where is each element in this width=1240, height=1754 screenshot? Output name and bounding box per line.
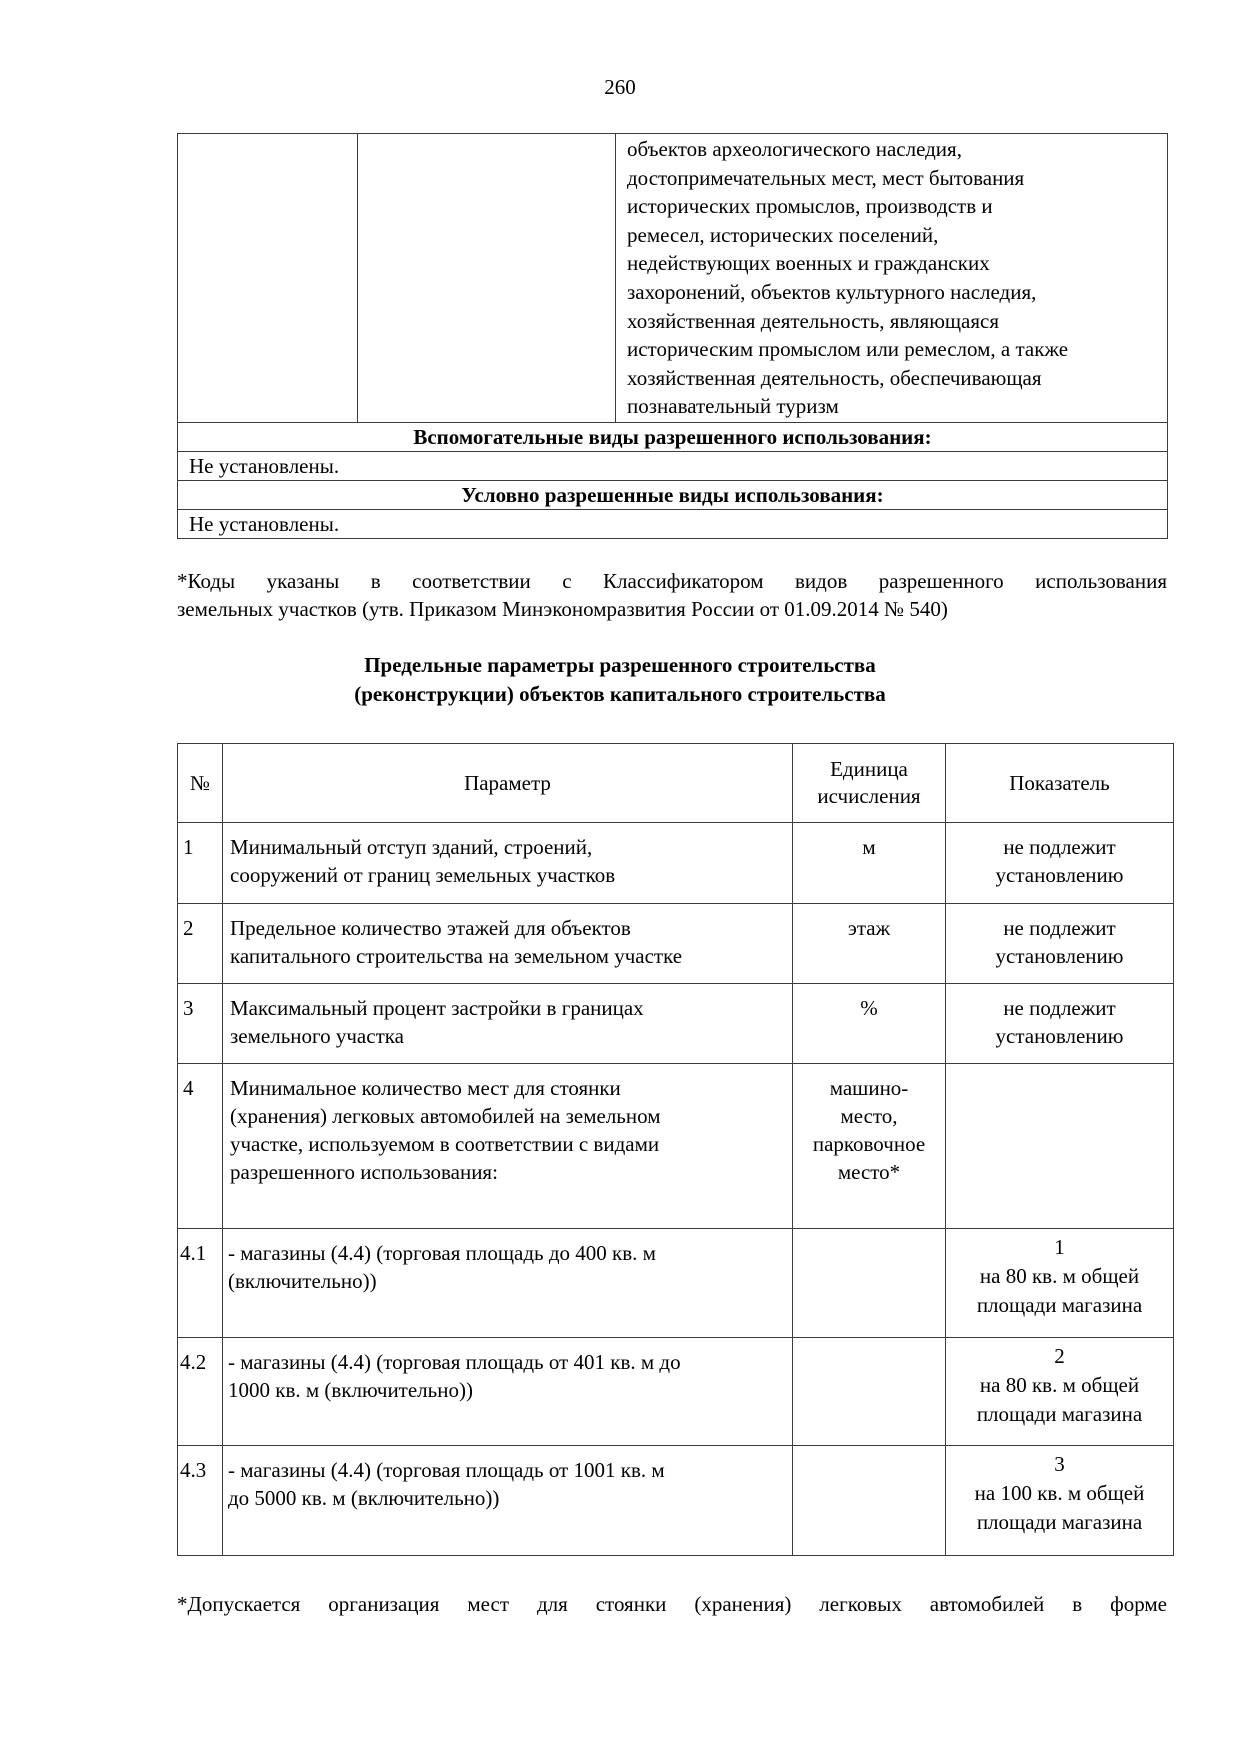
value-line: установлению: [995, 944, 1124, 968]
codes-footnote-line: земельных участков (утв. Приказом Минэкономразвития России от 01.09.2014 № 540): [177, 597, 948, 621]
conditional-uses-heading: Условно разрешенные виды использования:: [178, 481, 1168, 510]
row-unit: [793, 904, 946, 984]
param-line: (включительно)): [228, 1269, 377, 1293]
use-type-cell: [358, 134, 616, 423]
param-line: Максимальный процент застройки в границах: [230, 996, 644, 1020]
description-line: историческим промыслом или ремеслом, а также: [627, 337, 1069, 362]
description-line: познавательный туризм: [627, 394, 839, 419]
table-row: [178, 1446, 1174, 1556]
row-num: 4.2: [178, 1338, 223, 1446]
codes-footnote: [177, 567, 1167, 623]
auxiliary-uses-heading: Вспомогательные виды разрешенного использования:: [178, 423, 1168, 452]
row-num: 4: [178, 1064, 223, 1229]
auxiliary-uses-value: Не установлены.: [178, 452, 1168, 481]
table-row: [178, 823, 1174, 904]
description-line: объектов археологического наследия,: [627, 137, 962, 161]
param-line: - магазины (4.4) (торговая площадь от 401 кв. м до: [228, 1350, 681, 1374]
row-unit: [793, 1446, 946, 1556]
parking-footnote-line: *Допускается организация мест для стоянки (хранения) легковых автомобилей в форме: [177, 1592, 1167, 1616]
param-line: 1000 кв. м (включительно)): [228, 1378, 473, 1402]
construction-parameters-table: [177, 743, 1174, 1556]
value-line: не подлежит: [1003, 835, 1116, 859]
row-param: [223, 1446, 793, 1556]
unit-line: машино-: [829, 1076, 909, 1100]
value-line: 3: [1054, 1452, 1065, 1476]
row-num: 2: [178, 904, 223, 984]
row-unit: [793, 1064, 946, 1229]
table-row: [178, 984, 1174, 1064]
row-param: [223, 1064, 793, 1229]
table-header-row: [178, 744, 1174, 823]
value-line: на 100 кв. м общей: [974, 1481, 1145, 1505]
value-line: установлению: [995, 1024, 1124, 1048]
row-param: [223, 823, 793, 904]
row-unit: [793, 823, 946, 904]
row-num: 3: [178, 984, 223, 1064]
param-line: (хранения) легковых автомобилей на земельном: [230, 1104, 661, 1128]
table-row: [178, 1064, 1174, 1229]
description-line: достопримечательных мест, мест бытования: [627, 165, 1025, 190]
param-line: разрешенного использования:: [230, 1160, 498, 1184]
row-unit: [793, 1229, 946, 1338]
table-row: [178, 423, 1168, 452]
value-line: на 80 кв. м общей: [979, 1373, 1140, 1397]
table-row: [178, 1338, 1174, 1446]
row-value: [946, 1229, 1174, 1338]
row-value: [946, 1338, 1174, 1446]
heading-line: Предельные параметры разрешенного строительства: [364, 653, 876, 677]
param-line: - магазины (4.4) (торговая площадь от 1001 кв. м: [228, 1458, 665, 1482]
header-param: Параметр: [223, 744, 793, 823]
row-param: [223, 904, 793, 984]
code-cell: [178, 134, 358, 423]
value-line: не подлежит: [1003, 916, 1116, 940]
param-line: Минимальный отступ зданий, строений,: [230, 835, 593, 859]
param-line: - магазины (4.4) (торговая площадь до 400 кв. м: [228, 1241, 656, 1265]
header-value: Показатель: [946, 744, 1174, 823]
param-line: сооружений от границ земельных участков: [230, 863, 616, 887]
table-row: [178, 481, 1168, 510]
header-unit: [793, 744, 946, 823]
param-line: участке, используемом в соответствии с видами: [230, 1132, 660, 1156]
row-num: 1: [178, 823, 223, 904]
conditional-uses-value: Не установлены.: [178, 510, 1168, 539]
value-line: 2: [1054, 1344, 1065, 1368]
row-unit: [793, 1338, 946, 1446]
params-section-heading: [0, 651, 1240, 709]
row-num: 4.1: [178, 1229, 223, 1338]
description-line: захоронений, объектов культурного наследия,: [627, 279, 1037, 304]
value-line: площади магазина: [976, 1293, 1143, 1317]
unit-line: этаж: [847, 916, 891, 940]
table-row: [178, 904, 1174, 984]
value-line: площади магазина: [976, 1510, 1143, 1534]
row-value: [946, 1064, 1174, 1229]
unit-line: парковочное: [812, 1132, 926, 1156]
param-line: Предельное количество этажей для объектов: [230, 916, 631, 940]
value-line: 1: [1054, 1235, 1065, 1259]
param-line: капитального строительства на земельном участке: [230, 944, 683, 968]
row-value: [946, 984, 1174, 1064]
header-num: №: [178, 744, 223, 823]
header-unit-line: Единица: [830, 757, 908, 781]
value-line: на 80 кв. м общей: [979, 1264, 1140, 1288]
value-line: площади магазина: [976, 1402, 1143, 1426]
header-unit-line: исчисления: [817, 784, 921, 808]
value-line: не подлежит: [1003, 996, 1116, 1020]
row-unit: [793, 984, 946, 1064]
unit-line: место*: [837, 1160, 901, 1184]
table-row: [178, 1229, 1174, 1338]
description-line: исторических промыслов, производств и: [627, 194, 993, 219]
description-line: хозяйственная деятельность, обеспечивающая: [627, 365, 1042, 390]
description-cell: [616, 134, 1168, 423]
row-param: [223, 1229, 793, 1338]
value-line: установлению: [995, 863, 1124, 887]
permitted-use-table-continuation: [177, 133, 1168, 539]
table-row: [178, 510, 1168, 539]
codes-footnote-line: *Коды указаны в соответствии с Классификатором видов разрешенного использования: [177, 569, 1167, 593]
row-value: [946, 904, 1174, 984]
unit-line: %: [860, 996, 878, 1020]
unit-line: м: [862, 835, 876, 859]
row-num: 4.3: [178, 1446, 223, 1556]
param-line: Минимальное количество мест для стоянки: [230, 1076, 621, 1100]
row-param: [223, 984, 793, 1064]
table-row: [178, 134, 1168, 423]
param-line: до 5000 кв. м (включительно)): [228, 1486, 500, 1510]
param-line: земельного участка: [230, 1024, 404, 1048]
row-value: [946, 823, 1174, 904]
row-value: [946, 1446, 1174, 1556]
row-param: [223, 1338, 793, 1446]
description-line: хозяйственная деятельность, являющаяся: [627, 308, 1000, 333]
page-number: 260: [604, 75, 636, 99]
heading-line: (реконструкции) объектов капитального строительства: [354, 682, 886, 706]
description-line: недействующих военных и гражданских: [627, 251, 990, 276]
parking-footnote: [177, 1590, 1167, 1618]
description-line: ремесел, исторических поселений,: [627, 222, 939, 247]
table-row: [178, 452, 1168, 481]
unit-line: место,: [840, 1104, 898, 1128]
